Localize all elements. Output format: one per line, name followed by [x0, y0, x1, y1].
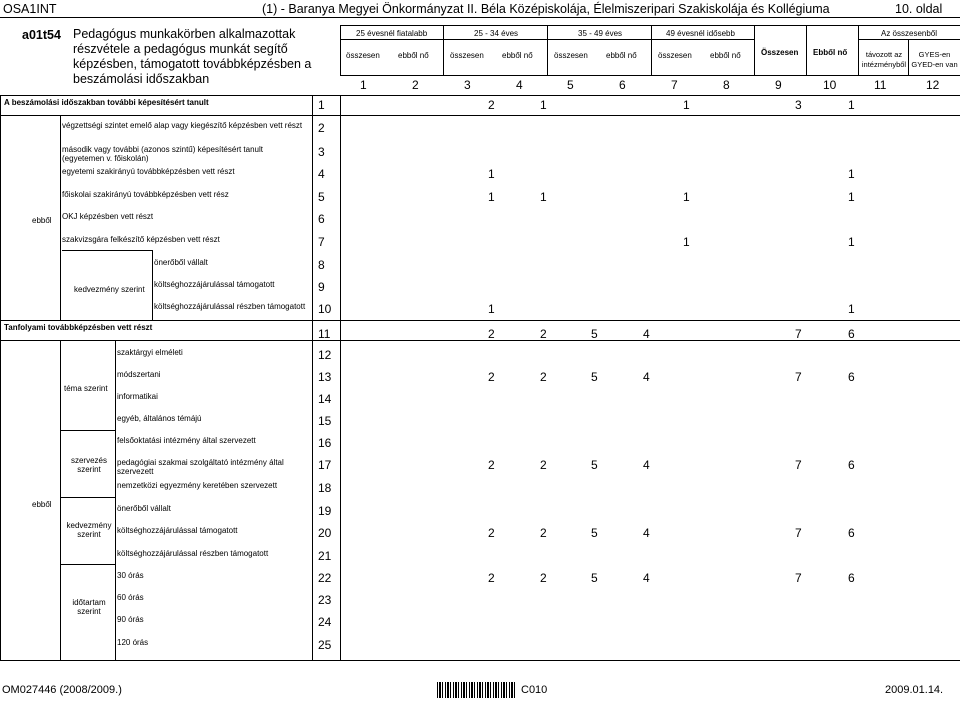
cell-value: 7	[795, 526, 802, 540]
row-label: költséghozzájárulással részben támogatott	[117, 549, 269, 558]
cell-value: 1	[683, 98, 690, 112]
row-label: 30 órás	[117, 571, 144, 580]
row-number: 19	[318, 504, 332, 518]
cell-value: 7	[795, 571, 802, 585]
col-number: 4	[516, 78, 523, 92]
cell-value: 5	[591, 458, 598, 472]
row-label: Tanfolyami továbbképzésben vett részt	[4, 323, 153, 332]
row-label: nemzetközi egyezmény keretében szervezett	[117, 481, 278, 490]
cell-value: 6	[848, 458, 855, 472]
row-number: 21	[318, 549, 332, 563]
cell-value: 5	[591, 526, 598, 540]
group-idotartam: időtartam szerint	[72, 598, 106, 616]
group-ebbol: ebből	[32, 500, 52, 509]
institution-name: (1) - Baranya Megyei Önkormányzat II. Béla Középiskolája, Élelmiszeripari Szakiskolája és Kollégiuma	[262, 2, 830, 16]
footer-date: 2009.01.14.	[885, 684, 944, 696]
page-number: 10. oldal	[895, 2, 943, 16]
row-label: második vagy további (azonos szintű) képesítésért tanult (egyetemen v. főiskolán)	[62, 145, 263, 163]
cell-value: 1	[683, 235, 690, 249]
col-number: 8	[723, 78, 730, 92]
cell-value: 2	[540, 327, 547, 341]
cell-value: 1	[488, 190, 495, 204]
row-label: költséghozzájárulással részben támogatott	[154, 302, 306, 311]
header-rule	[0, 17, 960, 18]
group-kedvezmeny: kedvezmény szerint	[74, 285, 145, 294]
row-number: 17	[318, 458, 332, 472]
cell-value: 7	[795, 327, 802, 341]
row-label: 60 órás	[117, 593, 144, 602]
footer-code: C010	[521, 684, 548, 696]
footer-om-id: OM027446 (2008/2009.)	[2, 684, 122, 696]
row-number: 16	[318, 436, 332, 450]
col-ebbol-no-total: Ebből nő	[813, 48, 848, 57]
col-number: 12	[926, 78, 940, 92]
cell-value: 2	[488, 458, 495, 472]
row-number: 3	[318, 145, 325, 159]
col-number: 10	[823, 78, 837, 92]
col-number: 11	[874, 78, 887, 92]
col-number: 9	[775, 78, 782, 92]
cell-value: 2	[488, 526, 495, 540]
row-number: 18	[318, 481, 332, 495]
col-ebbol-no: ebből nő	[502, 51, 533, 60]
col-number: 1	[360, 78, 367, 92]
cell-value: 6	[848, 327, 855, 341]
cell-value: 4	[643, 327, 650, 341]
col-group-under-25: 25 évesnél fiatalabb	[356, 29, 428, 38]
row-number: 20	[318, 526, 332, 540]
cell-value: 1	[540, 98, 547, 112]
row-label: pedagógiai szakmai szolgáltató intézmény által szervezett	[117, 458, 284, 476]
row-number: 23	[318, 593, 332, 607]
row-label: végzettségi szintet emelő alap vagy kiegészítő képzésben vett részt	[62, 121, 303, 130]
row-label: informatikai	[117, 392, 158, 401]
row-label: felsőoktatási intézmény által szervezett	[117, 436, 256, 445]
row-label: szaktárgyi elméleti	[117, 348, 183, 357]
cell-value: 6	[848, 571, 855, 585]
form-id: OSA1INT	[3, 2, 57, 16]
cell-value: 1	[848, 190, 855, 204]
cell-value: 1	[848, 98, 855, 112]
row-number: 24	[318, 615, 332, 629]
group-kedvezmeny: kedvezmény szerint	[66, 521, 112, 539]
row-number: 12	[318, 348, 332, 362]
cell-value: 4	[643, 458, 650, 472]
cell-value: 6	[848, 526, 855, 540]
cell-value: 2	[488, 98, 495, 112]
row-number: 6	[318, 212, 325, 226]
table-code: a01t54	[22, 28, 61, 42]
row-number: 10	[318, 302, 332, 316]
row-label: költséghozzájárulással támogatott	[154, 280, 275, 289]
row-label: 90 órás	[117, 615, 144, 624]
col-number: 3	[464, 78, 471, 92]
row-number: 1	[318, 98, 325, 112]
col-group-35-49: 35 - 49 éves	[578, 29, 623, 38]
row-label: főiskolai szakirányú továbbképzésben vett rész	[62, 190, 229, 199]
col-ebbol-no: ebből nő	[710, 51, 741, 60]
col-osszesen: összesen	[658, 51, 692, 60]
cell-value: 7	[795, 458, 802, 472]
cell-value: 2	[488, 370, 495, 384]
col-osszesen: összesen	[346, 51, 380, 60]
cell-value: 7	[795, 370, 802, 384]
row-label: egyetemi szakirányú továbbképzésben vett részt	[62, 167, 235, 176]
cell-value: 5	[591, 327, 598, 341]
row-number: 14	[318, 392, 332, 406]
col-group-az-osszesenbol: Az összesenből	[881, 29, 938, 38]
row-number: 22	[318, 571, 332, 585]
cell-value: 2	[540, 370, 547, 384]
row-number: 9	[318, 280, 325, 294]
col-group-25-34: 25 - 34 éves	[474, 29, 519, 38]
row-number: 15	[318, 414, 332, 428]
row-number: 13	[318, 370, 332, 384]
row-number: 8	[318, 258, 325, 272]
row-label: A beszámolási időszakban további képesítésért tanult	[4, 98, 209, 107]
table-title: Pedagógus munkakörben alkalmazottak részvétele a pedagógus munkát segítő képzésben, támogatott továbbképzésben a beszámolási időszakban	[73, 27, 312, 86]
row-label: OKJ képzésben vett részt	[62, 212, 154, 221]
row-label: egyéb, általános témájú	[117, 414, 202, 423]
col-number: 2	[412, 78, 419, 92]
cell-value: 5	[591, 571, 598, 585]
row-number: 25	[318, 638, 332, 652]
group-tema: téma szerint	[64, 384, 108, 393]
group-ebbol: ebből	[32, 216, 52, 225]
row-label: költséghozzájárulással támogatott	[117, 526, 238, 535]
cell-value: 1	[848, 235, 855, 249]
row-label: módszertani	[117, 370, 161, 379]
row-number: 11	[318, 327, 331, 341]
row-number: 2	[318, 121, 325, 135]
cell-value: 2	[540, 526, 547, 540]
col-gyes: GYES-en GYED-en van	[911, 50, 958, 69]
row-number: 7	[318, 235, 325, 249]
cell-value: 2	[488, 327, 495, 341]
cell-value: 1	[540, 190, 547, 204]
col-ebbol-no: ebből nő	[398, 51, 429, 60]
row-label: önerőből vállalt	[154, 258, 208, 267]
cell-value: 3	[795, 98, 802, 112]
col-number: 7	[671, 78, 678, 92]
group-szervezes: szervezés szerint	[70, 456, 107, 474]
col-number: 5	[567, 78, 574, 92]
cell-value: 1	[848, 167, 855, 181]
cell-value: 5	[591, 370, 598, 384]
col-osszesen-total: Összesen	[761, 48, 799, 57]
cell-value: 2	[488, 571, 495, 585]
cell-value: 6	[848, 370, 855, 384]
row-label: szakvizsgára felkészítő képzésben vett részt	[62, 235, 220, 244]
cell-value: 2	[540, 571, 547, 585]
cell-value: 4	[643, 526, 650, 540]
cell-value: 4	[643, 571, 650, 585]
col-group-over-49: 49 évesnél idősebb	[666, 29, 735, 38]
cell-value: 1	[848, 302, 855, 316]
cell-value: 1	[488, 167, 495, 181]
col-tavozott: távozott az intézményből	[861, 50, 907, 69]
row-label: önerőből vállalt	[117, 504, 171, 513]
cell-value: 4	[643, 370, 650, 384]
col-osszesen: összesen	[450, 51, 484, 60]
cell-value: 2	[540, 458, 547, 472]
cell-value: 1	[488, 302, 495, 316]
cell-value: 1	[683, 190, 690, 204]
row-number: 5	[318, 190, 325, 204]
row-number: 4	[318, 167, 325, 181]
row-label: 120 órás	[117, 638, 149, 647]
col-number: 6	[619, 78, 626, 92]
barcode	[437, 682, 515, 698]
col-ebbol-no: ebből nő	[606, 51, 637, 60]
col-osszesen: összesen	[554, 51, 588, 60]
